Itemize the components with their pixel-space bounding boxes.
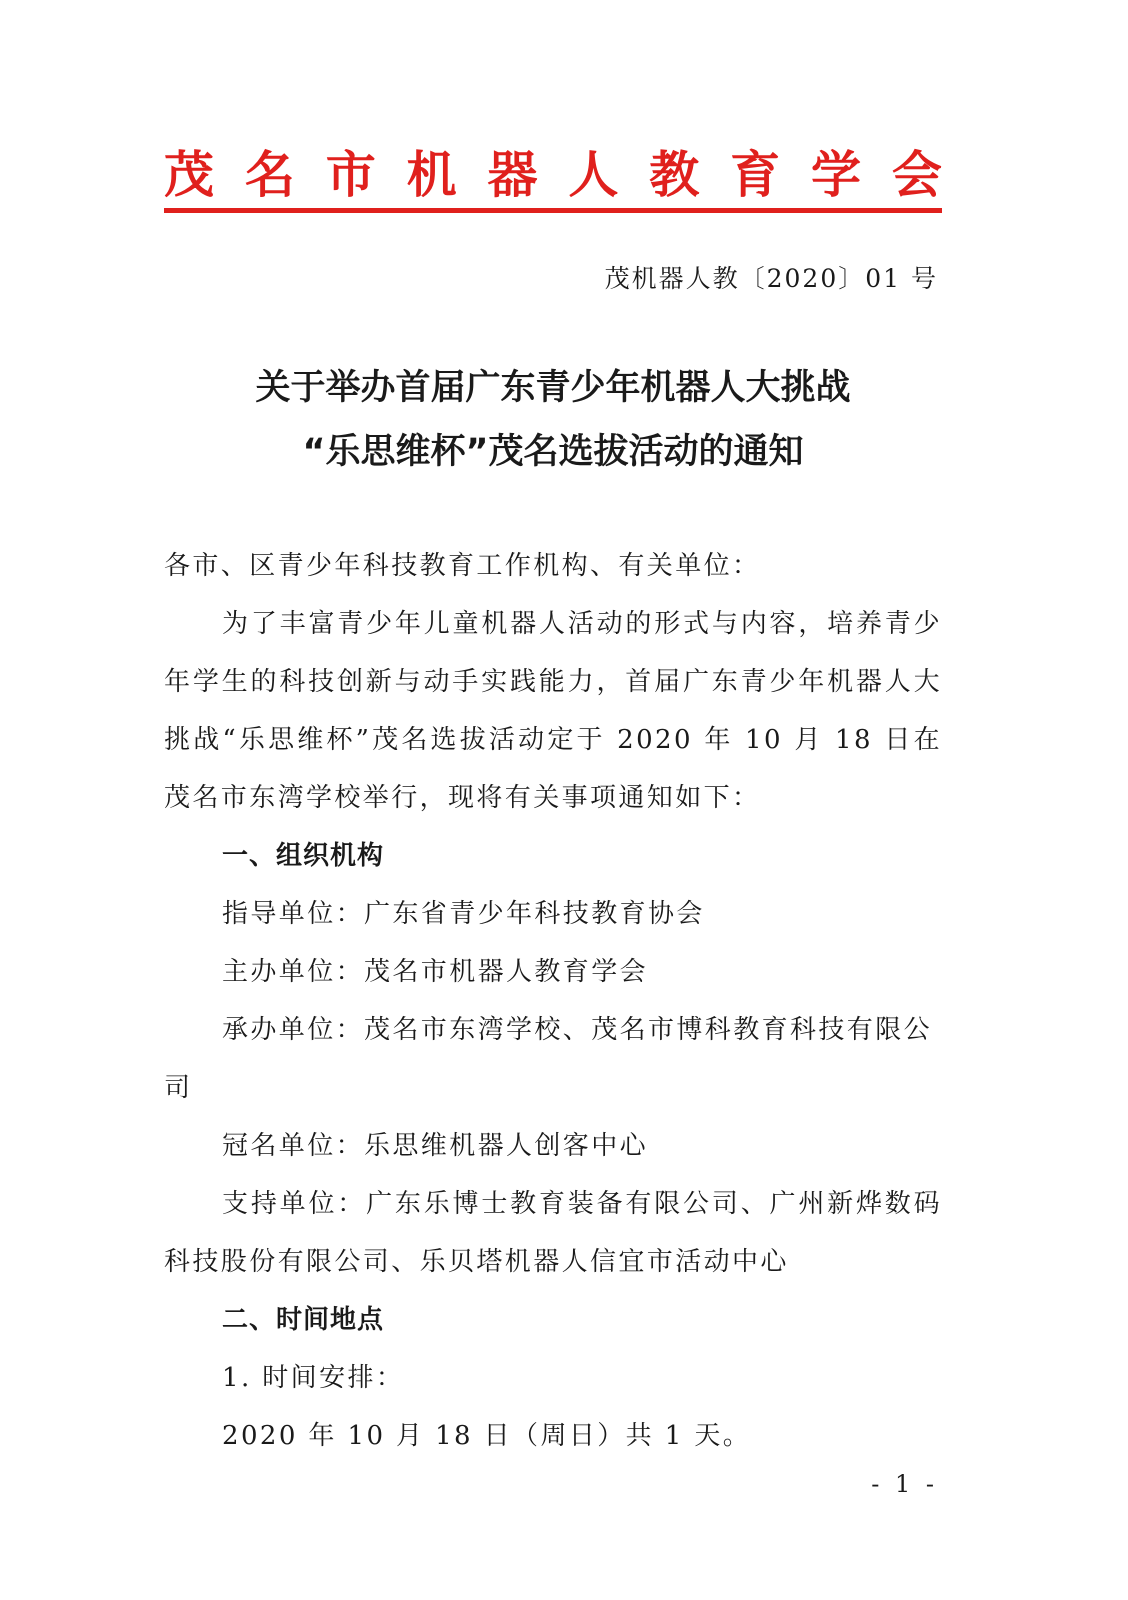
org-name-char: 人: [568, 146, 619, 204]
org-name-char: 会: [891, 146, 942, 204]
title-line-2: “乐思维杯”茂名选拔活动的通知: [302, 432, 804, 472]
org-name-char: 名: [244, 146, 295, 204]
org-name-char: 机: [406, 146, 457, 204]
org-name-char: 器: [487, 146, 538, 204]
title-line-1: 关于举办首届广东青少年机器人大挑战: [255, 368, 851, 408]
document-body: [164, 537, 942, 1465]
guide-unit-line: 指导单位：广东省青少年科技教育协会: [222, 899, 705, 929]
salutation: 各市、区青少年科技教育工作机构、有关单位：: [164, 551, 761, 581]
title-sponsor-line: 冠名单位：乐思维机器人创客中心: [222, 1131, 649, 1161]
document-number: 茂机器人教〔2020〕01 号: [604, 264, 938, 293]
org-name-char: 市: [325, 146, 376, 204]
organizer-unit-line: 承办单位：茂名市东湾学校、茂名市博科教育科技有限公司: [164, 1015, 933, 1103]
header-divider: [164, 208, 942, 213]
organization-header: [164, 140, 942, 210]
document-title: [164, 356, 942, 484]
org-name-char: 茂: [164, 146, 214, 204]
section-heading-time-place: 二、时间地点: [222, 1305, 385, 1335]
page-number: - 1 -: [871, 1470, 938, 1498]
org-name-char: 学: [811, 146, 861, 204]
time-label: 1. 时间安排：: [222, 1363, 405, 1393]
intro-paragraph: 为了丰富青少年儿童机器人活动的形式与内容，培养青少年学生的科技创新与动手实践能力，首届广东青少年机器人大挑战“乐思维杯”茂名选拔活动定于 2020 年 10 月 18 日在茂名市东湾学校举行，现将有关事项通知如下：: [164, 609, 942, 813]
org-name-char: 育: [730, 146, 781, 204]
org-name-char: 教: [649, 146, 700, 204]
section-heading-organization: 一、组织机构: [222, 841, 385, 871]
support-units-paragraph: 支持单位：广东乐博士教育装备有限公司、广州新烨数码科技股份有限公司、乐贝塔机器人信宜市活动中心: [164, 1189, 942, 1277]
time-detail: 2020 年 10 月 18 日（周日）共 1 天。: [222, 1421, 752, 1451]
host-unit-line: 主办单位：茂名市机器人教育学会: [222, 957, 649, 987]
